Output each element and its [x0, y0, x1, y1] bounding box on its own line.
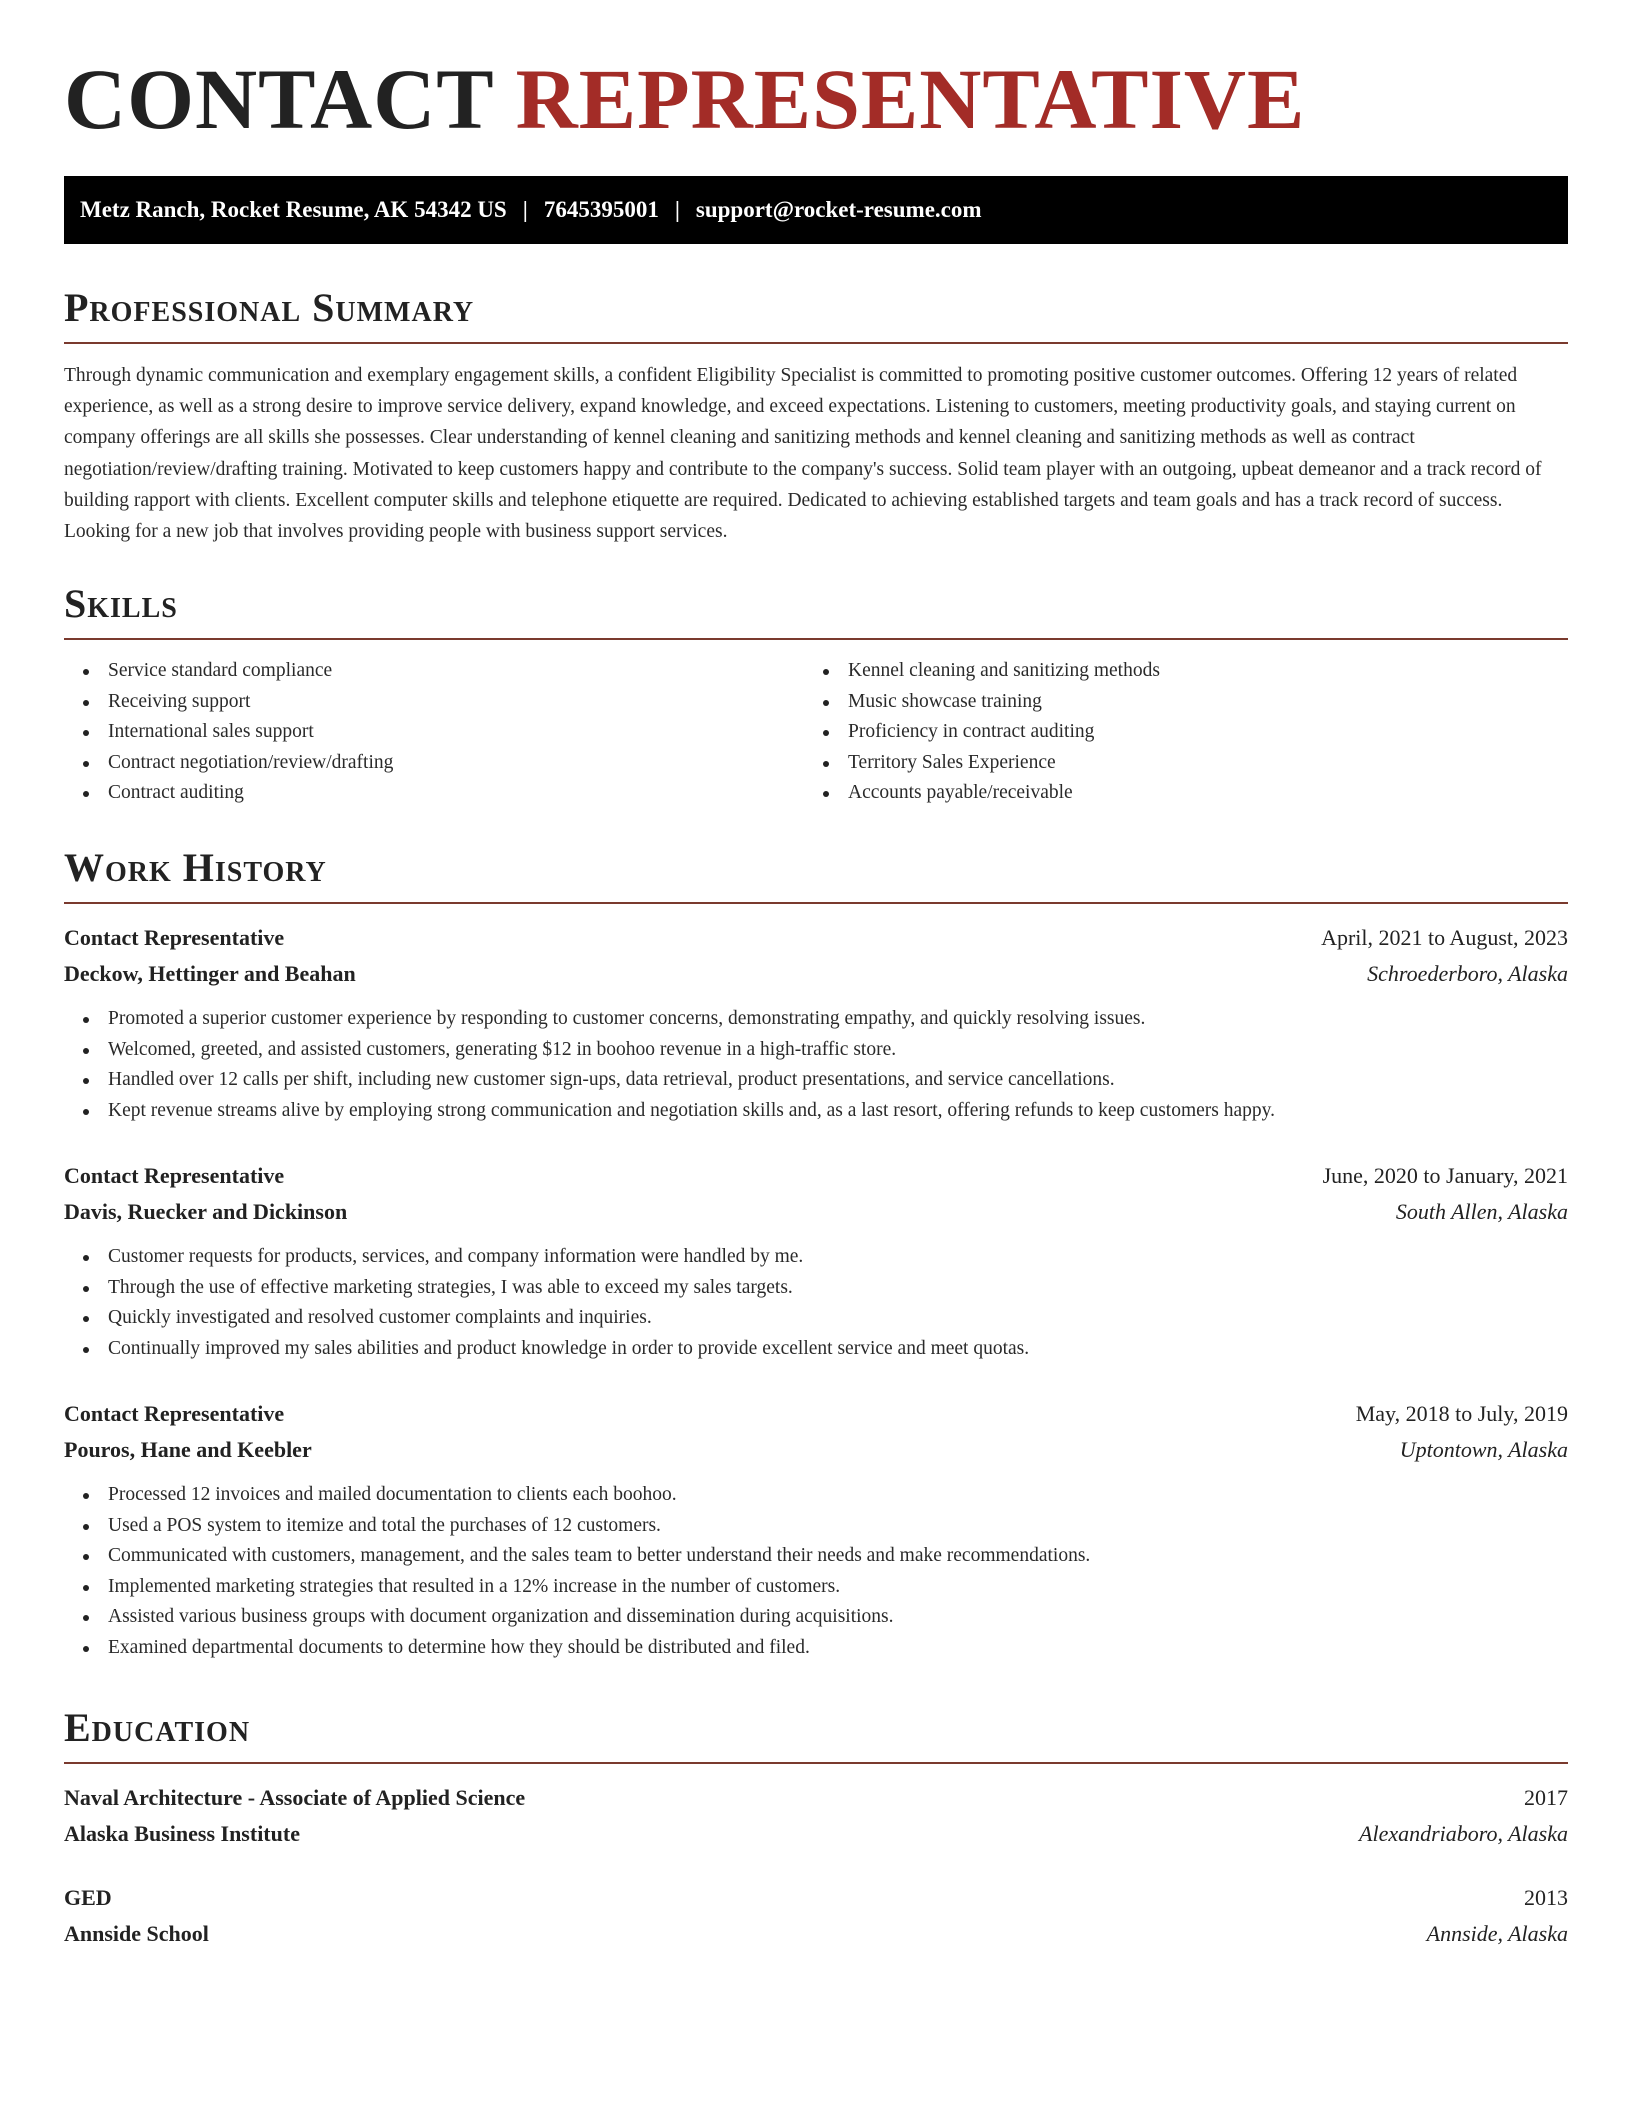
job-entry	[64, 1158, 1568, 1364]
skills-section	[64, 581, 1568, 809]
job-company: Pouros, Hane and Keebler	[64, 1437, 312, 1462]
job-bullet: Customer requests for products, services, and company information were handled by me.	[108, 1242, 1568, 1273]
job-bullet: Processed 12 invoices and mailed documentation to clients each boohoo.	[108, 1480, 1568, 1511]
skill-item: International sales support	[108, 717, 804, 748]
contact-address: Metz Ranch, Rocket Resume, AK 54342 US	[80, 197, 507, 222]
skill-item: Service standard compliance	[108, 656, 804, 687]
job-bullet: Welcomed, greeted, and assisted customers, generating $12 in boohoo revenue in a high-traffic store.	[108, 1035, 1568, 1066]
work-heading: Work History	[64, 848, 1568, 904]
contact-separator: |	[674, 197, 680, 222]
education-degree: Naval Architecture - Associate of Applied Science	[64, 1785, 526, 1810]
education-location: Alexandriaboro, Alaska	[1359, 1821, 1568, 1846]
contact-bar	[64, 176, 1568, 244]
job-bullets	[64, 1004, 1568, 1126]
name-last: REPRESENTATIVE	[515, 51, 1306, 147]
job-bullets	[64, 1480, 1568, 1663]
job-dates: June, 2020 to January, 2021	[1322, 1163, 1568, 1188]
job-bullet: Used a POS system to itemize and total the purchases of 12 customers.	[108, 1511, 1568, 1542]
skill-item: Proficiency in contract auditing	[848, 717, 1544, 748]
job-bullet: Kept revenue streams alive by employing strong communication and negotiation skills and, as a last resort, offering refunds to keep customers happy.	[108, 1096, 1568, 1127]
education-location: Annside, Alaska	[1426, 1921, 1568, 1946]
skills-columns	[64, 656, 1568, 809]
skills-list-right	[804, 656, 1544, 809]
job-location: South Allen, Alaska	[1395, 1199, 1568, 1224]
summary-heading: Professional Summary	[64, 288, 1568, 344]
skill-item: Receiving support	[108, 687, 804, 718]
job-entry	[64, 920, 1568, 1126]
job-bullet: Assisted various business groups with document organization and dissemination during acquisitions.	[108, 1602, 1568, 1633]
education-year: 2013	[1524, 1885, 1568, 1910]
skill-item: Contract auditing	[108, 778, 804, 809]
job-company: Deckow, Hettinger and Beahan	[64, 961, 356, 986]
education-school: Annside School	[64, 1921, 209, 1946]
education-section	[64, 1705, 1568, 1952]
skills-heading: Skills	[64, 584, 1568, 640]
job-position: Contact Representative	[64, 1401, 285, 1426]
job-bullet: Quickly investigated and resolved customer complaints and inquiries.	[108, 1303, 1568, 1334]
education-heading: Education	[64, 1708, 1568, 1764]
job-position: Contact Representative	[64, 1163, 285, 1188]
skill-item: Kennel cleaning and sanitizing methods	[848, 656, 1544, 687]
job-bullet: Communicated with customers, management, and the sales team to better understand their needs and make recommendations.	[108, 1541, 1568, 1572]
resume-name	[64, 51, 1306, 147]
job-location: Uptontown, Alaska	[1399, 1437, 1568, 1462]
job-bullet: Examined departmental documents to determine how they should be distributed and filed.	[108, 1633, 1568, 1664]
job-position: Contact Representative	[64, 925, 285, 950]
skill-item: Territory Sales Experience	[848, 748, 1544, 779]
job-bullets	[64, 1242, 1568, 1364]
job-bullet: Continually improved my sales abilities and product knowledge in order to provide excellent service and meet quotas.	[108, 1334, 1568, 1365]
education-entry	[64, 1780, 1568, 1852]
job-bullet: Through the use of effective marketing strategies, I was able to exceed my sales targets.	[108, 1273, 1568, 1304]
skills-list-left	[64, 656, 804, 809]
skill-item: Contract negotiation/review/drafting	[108, 748, 804, 779]
education-school: Alaska Business Institute	[64, 1821, 300, 1846]
skill-item: Music showcase training	[848, 687, 1544, 718]
job-bullet: Promoted a superior customer experience by responding to customer concerns, demonstrating empathy, and quickly resolving issues.	[108, 1004, 1568, 1035]
education-entry	[64, 1880, 1568, 1952]
job-entry	[64, 1396, 1568, 1663]
summary-text: Through dynamic communication and exemplary engagement skills, a confident Eligibility Specialist is committed to promoting positive customer outcomes. Offering 12 years of related experience, as well as a strong desire to improve service delivery, expand knowledge, and exceed expectations. Listening to customers, meeting productivity goals, and staying current on company offerings are all skills she possesses. Clear understanding of kennel cleaning and sanitizing methods and kennel cleaning and sanitizing methods as well as contract negotiation/review/drafting training. Motivated to keep customers happy and contribute to the company's success. Solid team player with an outgoing, upbeat demeanor and a track record of building rapport with clients. Excellent computer skills and telephone etiquette are required. Dedicated to achieving established targets and team goals and has a track record of success. Looking for a new job that involves providing people with business support services.	[64, 365, 1542, 543]
education-degree: GED	[64, 1885, 112, 1910]
job-bullet: Handled over 12 calls per shift, including new customer sign-ups, data retrieval, product presentations, and service cancellations.	[108, 1065, 1568, 1096]
job-dates: May, 2018 to July, 2019	[1355, 1401, 1568, 1426]
work-section	[64, 845, 1568, 1663]
contact-email: support@rocket-resume.com	[695, 197, 982, 222]
job-dates: April, 2021 to August, 2023	[1321, 925, 1568, 950]
job-bullet: Implemented marketing strategies that resulted in a 12% increase in the number of customers.	[108, 1572, 1568, 1603]
name-first: CONTACT	[64, 51, 494, 147]
summary-section	[64, 285, 1568, 547]
skill-item: Accounts payable/receivable	[848, 778, 1544, 809]
contact-phone: 7645395001	[543, 197, 659, 222]
job-company: Davis, Ruecker and Dickinson	[64, 1199, 348, 1224]
contact-separator: |	[522, 197, 528, 222]
education-year: 2017	[1524, 1785, 1568, 1810]
job-location: Schroederboro, Alaska	[1367, 961, 1568, 986]
